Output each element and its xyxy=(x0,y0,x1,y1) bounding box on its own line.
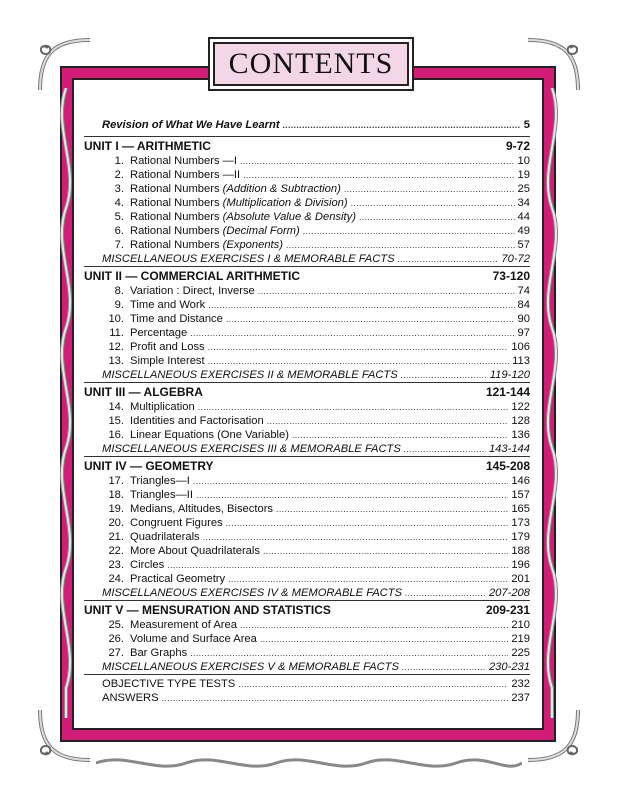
dot-leader xyxy=(193,474,508,488)
chapter-number: 4. xyxy=(114,197,124,209)
misc-page: 207-208 xyxy=(488,587,530,599)
chapter-page: 44 xyxy=(517,211,530,223)
chapter-name: Linear Equations (One Variable) xyxy=(130,429,289,441)
dot-leader xyxy=(208,340,509,354)
dot-leader xyxy=(276,502,508,516)
chapter-subtitle: (Absolute Value & Density) xyxy=(222,211,356,223)
chapter-page: 49 xyxy=(517,225,530,237)
extra-page: 237 xyxy=(511,692,530,704)
chapter-number: 19. xyxy=(108,503,124,515)
dot-leader xyxy=(243,168,514,182)
extra-page: 232 xyxy=(511,678,530,690)
chapter-number: 20. xyxy=(108,517,124,529)
chapter-name: Rational Numbers —II xyxy=(130,169,241,181)
chapter-page: 34 xyxy=(517,197,530,209)
chapter-name: Rational Numbers xyxy=(130,211,223,223)
chapter-title xyxy=(102,210,356,224)
chapter-page: 97 xyxy=(517,327,530,339)
corner-ornament-icon xyxy=(526,34,584,92)
misc-title: MISCELLANEOUS EXERCISES V & MEMORABLE FACTS xyxy=(102,661,399,673)
toc-chapter-entry[interactable] xyxy=(84,618,530,632)
unit-separator xyxy=(84,136,530,137)
chapter-page: 219 xyxy=(511,633,530,645)
chapter-title xyxy=(102,312,223,326)
dot-leader xyxy=(359,210,515,224)
dot-leader xyxy=(267,414,509,428)
chapter-page: 173 xyxy=(511,517,530,529)
dot-leader xyxy=(303,224,515,238)
chapter-page: 201 xyxy=(511,573,530,585)
title-banner xyxy=(213,42,409,86)
toc-extra-entry[interactable] xyxy=(84,677,530,691)
toc-chapter-entry[interactable] xyxy=(84,646,530,660)
toc-chapter-entry[interactable] xyxy=(84,354,530,368)
dot-leader xyxy=(283,118,521,132)
chapter-name: Rational Numbers xyxy=(130,225,223,237)
unit-separator xyxy=(84,456,530,457)
chapter-title xyxy=(102,168,240,182)
chapter-number: 12. xyxy=(108,341,124,353)
unit-heading[interactable] xyxy=(84,385,530,400)
toc-misc-entry[interactable] xyxy=(84,660,530,674)
toc-chapter-entry[interactable] xyxy=(84,238,530,252)
chapter-page: 106 xyxy=(511,341,530,353)
chapter-name: Triangles—I xyxy=(130,475,190,487)
chapter-name: Time and Work xyxy=(130,299,206,311)
misc-page: 70-72 xyxy=(501,253,530,265)
dot-leader xyxy=(258,284,515,298)
chapter-page: 196 xyxy=(511,559,530,571)
chapter-title xyxy=(102,572,225,586)
unit-title: UNIT I — ARITHMETIC xyxy=(84,139,211,153)
unit-page-range: 9-72 xyxy=(505,139,530,153)
dot-leader xyxy=(167,558,508,572)
chapter-title xyxy=(102,428,289,442)
unit-page-range: 73-120 xyxy=(492,269,530,283)
toc-misc-entry[interactable] xyxy=(84,586,530,600)
dot-leader xyxy=(208,354,510,368)
chapter-page: 225 xyxy=(511,647,530,659)
unit-title: UNIT IV — GEOMETRY xyxy=(84,459,214,473)
chapter-number: 21. xyxy=(108,531,124,543)
chapter-page: 113 xyxy=(512,355,530,367)
chapter-name: Rational Numbers xyxy=(130,183,223,195)
chapter-page: 210 xyxy=(511,619,530,631)
dot-leader xyxy=(226,312,515,326)
chapter-number: 18. xyxy=(108,489,124,501)
chapter-title xyxy=(102,238,283,252)
chapter-number: 23. xyxy=(108,559,124,571)
chapter-number: 2. xyxy=(114,169,124,181)
toc-misc-entry[interactable] xyxy=(84,368,530,382)
toc-chapter-entry[interactable] xyxy=(84,474,530,488)
unit-title: UNIT III — ALGEBRA xyxy=(84,385,203,399)
chapter-name: Percentage xyxy=(130,327,188,339)
toc-misc-entry[interactable] xyxy=(84,252,530,266)
chapter-number: 14. xyxy=(108,401,124,413)
unit-title: UNIT V — MENSURATION AND STATISTICS xyxy=(84,603,331,617)
chapter-number: 7. xyxy=(114,239,124,251)
toc-chapter-entry[interactable] xyxy=(84,428,530,442)
dot-leader xyxy=(240,618,508,632)
chapter-title xyxy=(102,544,260,558)
chapter-page: 146 xyxy=(511,475,530,487)
toc-chapter-entry[interactable] xyxy=(84,400,530,414)
chapter-number: 1. xyxy=(114,155,124,167)
chapter-subtitle: (Multiplication & Division) xyxy=(222,197,348,209)
chapter-page: 57 xyxy=(517,239,530,251)
unit-page-range: 121-144 xyxy=(485,385,530,399)
unit-separator xyxy=(84,674,530,675)
chapter-page: 74 xyxy=(517,285,530,297)
dot-leader xyxy=(405,586,486,600)
toc-chapter-entry[interactable] xyxy=(84,502,530,516)
chapter-title xyxy=(102,224,300,238)
dot-leader xyxy=(351,196,515,210)
chapter-page: 122 xyxy=(511,401,530,413)
chapter-name: Bar Graphs xyxy=(130,647,188,659)
chapter-title xyxy=(102,502,273,516)
chapter-title xyxy=(102,530,200,544)
chapter-name: Circles xyxy=(130,559,165,571)
toc-chapter-entry[interactable] xyxy=(84,182,530,196)
extra-title: OBJECTIVE TYPE TESTS xyxy=(102,678,236,690)
chapter-name: Practical Geometry xyxy=(130,573,226,585)
chapter-number: 27. xyxy=(108,647,124,659)
unit-heading[interactable] xyxy=(84,459,530,474)
dot-leader xyxy=(402,660,486,674)
chapter-title xyxy=(102,196,348,210)
chapter-number: 24. xyxy=(108,573,124,585)
toc-chapter-entry[interactable] xyxy=(84,284,530,298)
chapter-number: 17. xyxy=(108,475,124,487)
dot-leader xyxy=(190,326,514,340)
chapter-title xyxy=(102,516,223,530)
chapter-title xyxy=(102,646,187,660)
dot-leader xyxy=(263,544,508,558)
bottom-scroll-ornament-icon xyxy=(96,752,522,774)
chapter-name: Rational Numbers xyxy=(130,239,223,251)
toc-chapter-entry[interactable] xyxy=(84,488,530,502)
chapter-name: Identities and Factorisation xyxy=(130,415,264,427)
chapter-number: 10. xyxy=(108,313,124,325)
misc-title: MISCELLANEOUS EXERCISES IV & MEMORABLE FACTS xyxy=(102,587,403,599)
chapter-page: 10 xyxy=(517,155,530,167)
chapter-subtitle: (Exponents) xyxy=(222,239,283,251)
chapter-title xyxy=(102,340,205,354)
chapter-name: Congruent Figures xyxy=(130,517,223,529)
chapter-page: 90 xyxy=(517,313,530,325)
chapter-name: Rational Numbers —I xyxy=(130,155,237,167)
dot-leader xyxy=(286,238,515,252)
chapter-name: Rational Numbers xyxy=(130,197,223,209)
toc-chapter-entry[interactable] xyxy=(84,298,530,312)
chapter-name: Variation : Direct, Inverse xyxy=(130,285,255,297)
chapter-name: Volume and Surface Area xyxy=(130,633,257,645)
chapter-page: 128 xyxy=(511,415,530,427)
toc-chapter-entry[interactable] xyxy=(84,224,530,238)
dot-leader xyxy=(190,646,508,660)
chapter-name: Time and Distance xyxy=(130,313,223,325)
table-of-contents xyxy=(84,118,530,705)
unit-heading[interactable] xyxy=(84,139,530,154)
misc-title: MISCELLANEOUS EXERCISES II & MEMORABLE FACTS xyxy=(102,369,398,381)
unit-separator xyxy=(84,382,530,383)
chapter-title xyxy=(102,632,257,646)
toc-chapter-entry[interactable] xyxy=(84,572,530,586)
toc-chapter-entry[interactable] xyxy=(84,530,530,544)
chapter-page: 136 xyxy=(511,429,530,441)
toc-chapter-entry[interactable] xyxy=(84,168,530,182)
chapter-name: Simple Interest xyxy=(130,355,205,367)
chapter-title xyxy=(102,400,195,414)
unit-title: UNIT II — COMMERCIAL ARITHMETIC xyxy=(84,269,300,283)
toc-misc-entry[interactable] xyxy=(84,442,530,456)
unit-heading[interactable] xyxy=(84,603,530,618)
chapter-name: More About Quadrilaterals xyxy=(130,545,260,557)
dot-leader xyxy=(162,691,509,705)
toc-chapter-entry[interactable] xyxy=(84,516,530,530)
chapter-number: 13. xyxy=(108,355,124,367)
misc-title: MISCELLANEOUS EXERCISES I & MEMORABLE FACTS xyxy=(102,253,395,265)
chapter-title xyxy=(102,618,237,632)
misc-title: MISCELLANEOUS EXERCISES III & MEMORABLE FACTS xyxy=(102,443,401,455)
dot-leader xyxy=(226,516,509,530)
toc-chapter-entry[interactable] xyxy=(84,312,530,326)
dot-leader xyxy=(228,572,508,586)
toc-chapter-entry[interactable] xyxy=(84,154,530,168)
chapter-name: Measurement of Area xyxy=(130,619,237,631)
dot-leader xyxy=(240,154,515,168)
chapter-name: Profit and Loss xyxy=(130,341,205,353)
dot-leader xyxy=(238,677,508,691)
chapter-title xyxy=(102,182,341,196)
chapter-name: Medians, Altitudes, Bisectors xyxy=(130,503,274,515)
chapter-title xyxy=(102,488,193,502)
dot-leader xyxy=(260,632,508,646)
toc-chapter-entry[interactable] xyxy=(84,414,530,428)
dot-leader xyxy=(208,298,514,312)
toc-chapter-entry[interactable] xyxy=(84,196,530,210)
chapter-page: 188 xyxy=(511,545,530,557)
unit-heading[interactable] xyxy=(84,269,530,284)
toc-chapter-entry[interactable] xyxy=(84,544,530,558)
chapter-title xyxy=(102,326,187,340)
dot-leader xyxy=(344,182,515,196)
chapter-number: 5. xyxy=(114,211,124,223)
entry-title: Revision of What We Have Learnt xyxy=(102,119,280,131)
chapter-name: Multiplication xyxy=(130,401,195,413)
toc-chapter-entry[interactable] xyxy=(84,210,530,224)
chapter-number: 9. xyxy=(114,299,124,311)
dot-leader xyxy=(203,530,509,544)
chapter-page: 165 xyxy=(511,503,530,515)
chapter-number: 16. xyxy=(108,429,124,441)
chapter-number: 25. xyxy=(108,619,124,631)
chapter-page: 84 xyxy=(517,299,530,311)
chapter-page: 25 xyxy=(517,183,530,195)
chapter-title xyxy=(102,154,237,168)
chapter-number: 26. xyxy=(108,633,124,645)
misc-page: 230-231 xyxy=(488,661,530,673)
toc-extra-entry[interactable] xyxy=(84,691,530,705)
chapter-number: 3. xyxy=(114,183,124,195)
chapter-subtitle: (Decimal Form) xyxy=(222,225,300,237)
chapter-page: 19 xyxy=(517,169,530,181)
chapter-name: Quadrilaterals xyxy=(130,531,200,543)
page-title: CONTENTS xyxy=(228,47,394,80)
chapter-page: 179 xyxy=(511,531,530,543)
toc-revision-entry[interactable] xyxy=(84,118,530,132)
toc-chapter-entry[interactable] xyxy=(84,558,530,572)
misc-page: 119-120 xyxy=(489,369,530,381)
chapter-number: 22. xyxy=(108,545,124,557)
chapter-number: 8. xyxy=(114,285,124,297)
extra-title: ANSWERS xyxy=(102,692,159,704)
entry-page: 5 xyxy=(523,119,530,131)
toc-chapter-entry[interactable] xyxy=(84,340,530,354)
chapter-title xyxy=(102,414,264,428)
dot-leader xyxy=(292,428,508,442)
unit-page-range: 145-208 xyxy=(485,459,530,473)
unit-separator xyxy=(84,600,530,601)
chapter-name: Triangles—II xyxy=(130,489,194,501)
chapter-title xyxy=(102,474,190,488)
chapter-title xyxy=(102,354,205,368)
dot-leader xyxy=(196,488,508,502)
toc-chapter-entry[interactable] xyxy=(84,326,530,340)
misc-page: 143-144 xyxy=(488,443,530,455)
chapter-number: 6. xyxy=(114,225,124,237)
chapter-page: 157 xyxy=(511,489,530,501)
unit-separator xyxy=(84,266,530,267)
dot-leader xyxy=(198,400,509,414)
vine-ornament-icon xyxy=(52,88,80,718)
vine-ornament-icon xyxy=(538,88,566,718)
dot-leader xyxy=(398,252,499,266)
chapter-title xyxy=(102,298,205,312)
chapter-number: 15. xyxy=(108,415,124,427)
unit-page-range: 209-231 xyxy=(485,603,530,617)
toc-chapter-entry[interactable] xyxy=(84,632,530,646)
dot-leader xyxy=(401,368,487,382)
chapter-subtitle: (Addition & Subtraction) xyxy=(222,183,341,195)
chapter-number: 11. xyxy=(109,327,124,339)
corner-ornament-icon xyxy=(34,34,92,92)
chapter-title xyxy=(102,558,164,572)
dot-leader xyxy=(404,442,486,456)
chapter-title xyxy=(102,284,255,298)
